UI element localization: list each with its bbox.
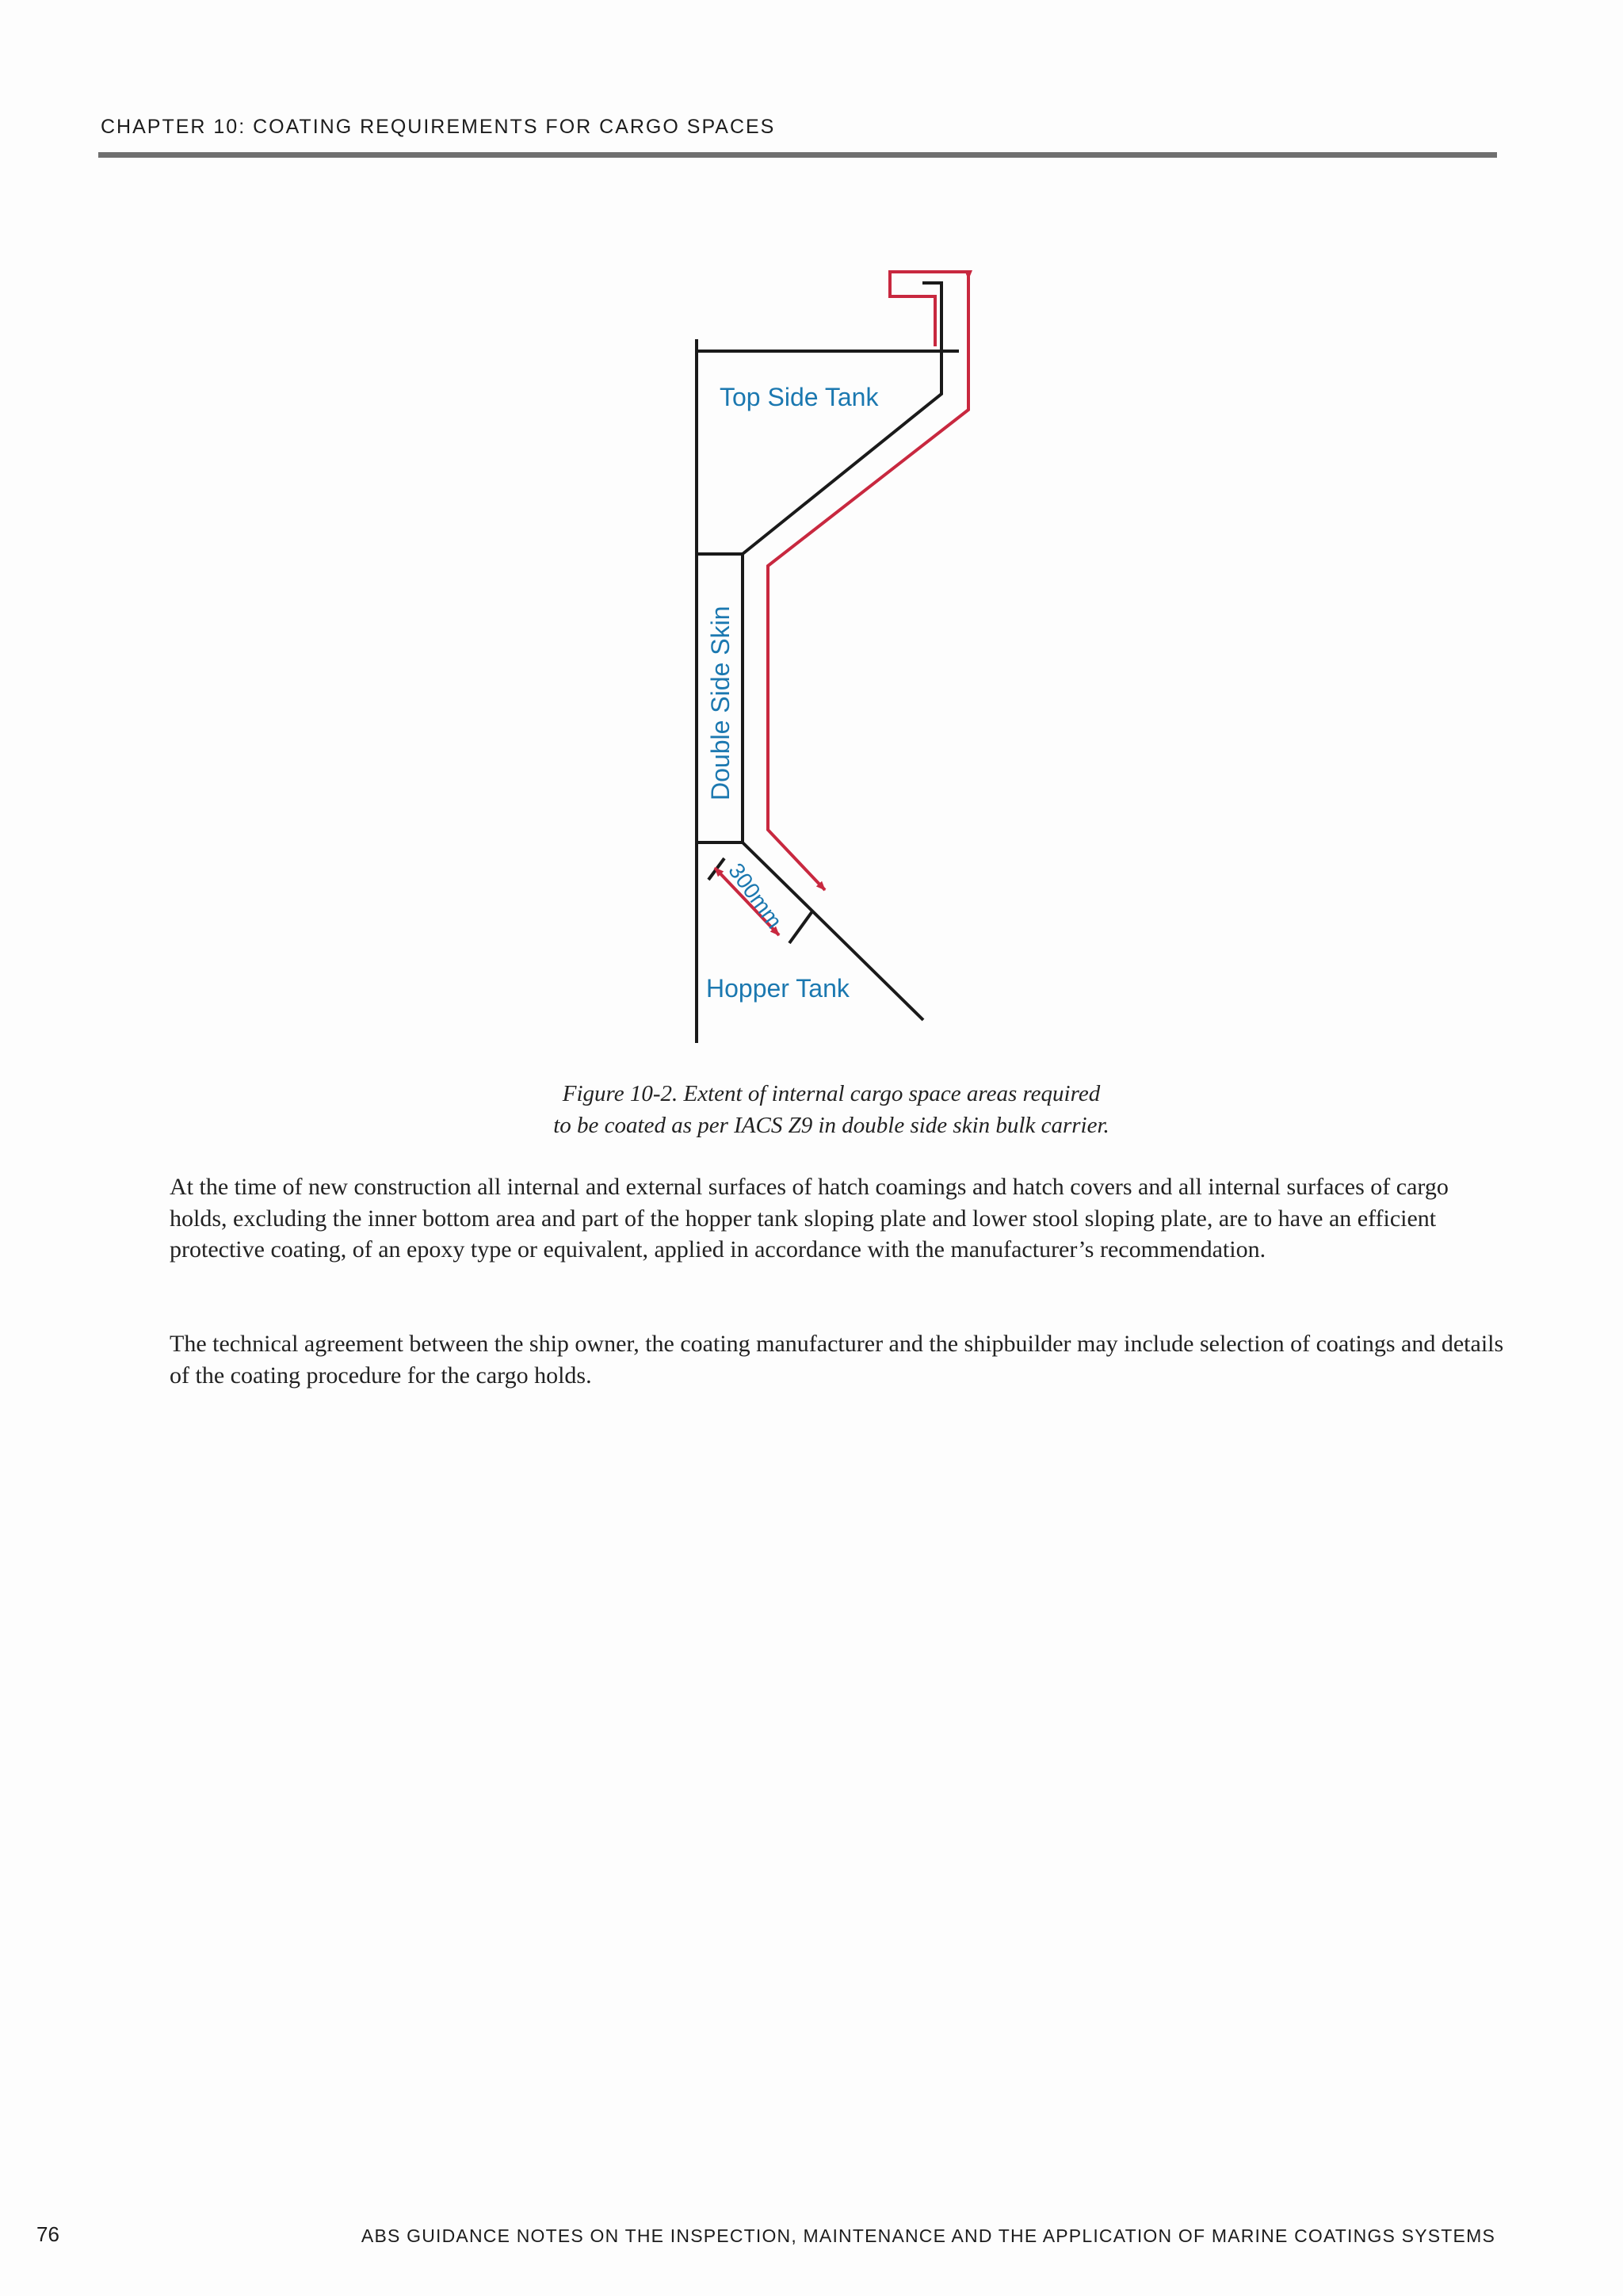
page-number: 76	[36, 2222, 59, 2246]
publication-title: ABS GUIDANCE NOTES ON THE INSPECTION, MAINTENANCE AND THE APPLICATION OF MARINE COATINGS SYSTEMS	[361, 2225, 1495, 2246]
body-paragraph-1: At the time of new construction all internal and external surfaces of hatch coamings and hatch covers and all internal surfaces of cargo holds, excluding the inner bottom area and part of the hopper tank sloping plate and lower stool sloping plate, are to have an efficient protective coating, of an epoxy type or equivalent, applied in accordance with the manufacturer’s recommendation.	[170, 1174, 1449, 1263]
dimension-tick-right	[789, 911, 812, 943]
coating-line-main	[768, 279, 968, 890]
caption-line-1: Figure 10-2. Extent of internal cargo space areas required	[562, 1081, 1101, 1106]
chapter-header: CHAPTER 10: COATING REQUIREMENTS FOR CARGO SPACES	[101, 116, 776, 138]
label-double-side-skin: Double Side Skin	[706, 606, 735, 800]
caption-line-2: to be coated as per IACS Z9 in double side skin bulk carrier.	[553, 1113, 1109, 1138]
label-300mm: 300mm	[724, 858, 788, 934]
label-hopper-tank: Hopper Tank	[706, 974, 850, 1003]
coating-extent-figure	[0, 0, 1623, 1062]
label-top-side-tank: Top Side Tank	[720, 383, 879, 411]
figure-caption	[0, 1078, 1623, 1141]
coating-extent-path	[715, 272, 968, 935]
body-paragraph-2: The technical agreement between the ship owner, the coating manufacturer and the shipbuilder may include selection of coatings and details of the coating procedure for the cargo holds.	[170, 1331, 1504, 1389]
hatch-coaming-line	[743, 283, 941, 554]
